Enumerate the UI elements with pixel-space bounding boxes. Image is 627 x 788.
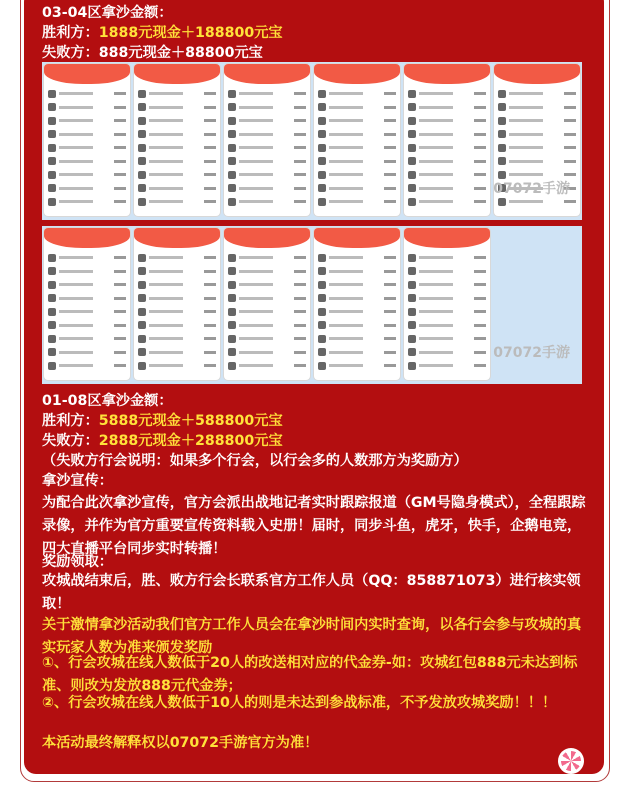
phone-screenshot bbox=[44, 228, 130, 380]
loser-note: （失败方行会说明：如果多个行会，以行会多的人数那方为奖励方） bbox=[42, 453, 468, 469]
phone-screenshot bbox=[224, 228, 310, 380]
section2-title: 01-08区拿沙金额： bbox=[42, 393, 173, 409]
promo-body: 为配合此次拿沙宣传，官方会派出战地记者实时跟踪报道（GM号隐身模式），全程跟踪录像，并作为官方重要宣传资料载入史册！届时，同步斗鱼，虎牙，快手，企鹅电竞，四大直播平台同步实时转播！ bbox=[42, 495, 586, 557]
watermark: 07072手游 bbox=[493, 345, 570, 361]
reward-title: 奖励领取： bbox=[42, 554, 113, 570]
page-margin-right bbox=[609, 0, 627, 788]
phone-screenshot bbox=[134, 64, 220, 216]
win-label: 胜利方： bbox=[42, 25, 99, 41]
reward-rule-1: ①、行会攻城在线人数低于20人的改送相对应的代金券-如：攻城红包888元未达到标准、则改为发放888元代金券； bbox=[42, 655, 578, 694]
win-label: 胜利方： bbox=[42, 413, 99, 429]
section2-win-line bbox=[42, 412, 283, 431]
lose-ingot-amount: 288800 bbox=[195, 433, 255, 449]
lose-cash-word: 现金＋ bbox=[152, 433, 196, 449]
watermark: 07072手游 bbox=[493, 181, 570, 197]
lollipop-icon bbox=[558, 748, 584, 774]
win-cash: 5888元 bbox=[98, 413, 153, 429]
lose-label: 失败方： bbox=[42, 433, 99, 449]
section1-win-line bbox=[42, 24, 283, 43]
lose-value: 888元现金＋88800元宝 bbox=[98, 45, 263, 61]
section2-lose-line bbox=[42, 432, 283, 451]
reward-rule-2: ②、行会攻城在线人数低于10人的则是未达到参战标准，不予发放攻城奖励！！！ bbox=[42, 695, 557, 711]
phone-screenshot bbox=[44, 64, 130, 216]
lose-label: 失败方： bbox=[42, 45, 99, 61]
lose-ingot-word: 元宝 bbox=[254, 433, 283, 449]
final-interpretation: 本活动最终解释权以07072手游官方为准！ bbox=[42, 735, 319, 751]
phone-screenshot bbox=[224, 64, 310, 216]
phone-screenshot bbox=[134, 228, 220, 380]
reward-rule-intro: 关于激情拿沙活动我们官方工作人员会在拿沙时间内实时查询，以各行会参与攻城的真实玩家人数为准来颁发奖励 bbox=[42, 617, 582, 656]
promo-title: 拿沙宣传： bbox=[42, 473, 113, 489]
phone-screenshot bbox=[314, 228, 400, 380]
phone-screenshot bbox=[314, 64, 400, 216]
phone-screenshot bbox=[404, 228, 490, 380]
win-cash-word: 现金＋ bbox=[152, 413, 196, 429]
section1-lose-line bbox=[42, 44, 263, 63]
screenshot-strip-1 bbox=[42, 62, 582, 220]
phone-screenshot bbox=[404, 64, 490, 216]
reward-body: 攻城战结束后，胜、败方行会长联系官方工作人员（QQ：858871073）进行核实领取！ bbox=[42, 573, 581, 612]
page-margin-left bbox=[0, 0, 18, 788]
win-ingot-amount: 588800 bbox=[195, 413, 255, 429]
section1-title: 03-04区拿沙金额： bbox=[42, 5, 173, 21]
win-value: 1888元现金＋188800元宝 bbox=[98, 25, 283, 41]
screenshot-strip-2 bbox=[42, 226, 582, 384]
win-ingot-word: 元宝 bbox=[254, 413, 283, 429]
lose-cash: 2888元 bbox=[98, 433, 153, 449]
